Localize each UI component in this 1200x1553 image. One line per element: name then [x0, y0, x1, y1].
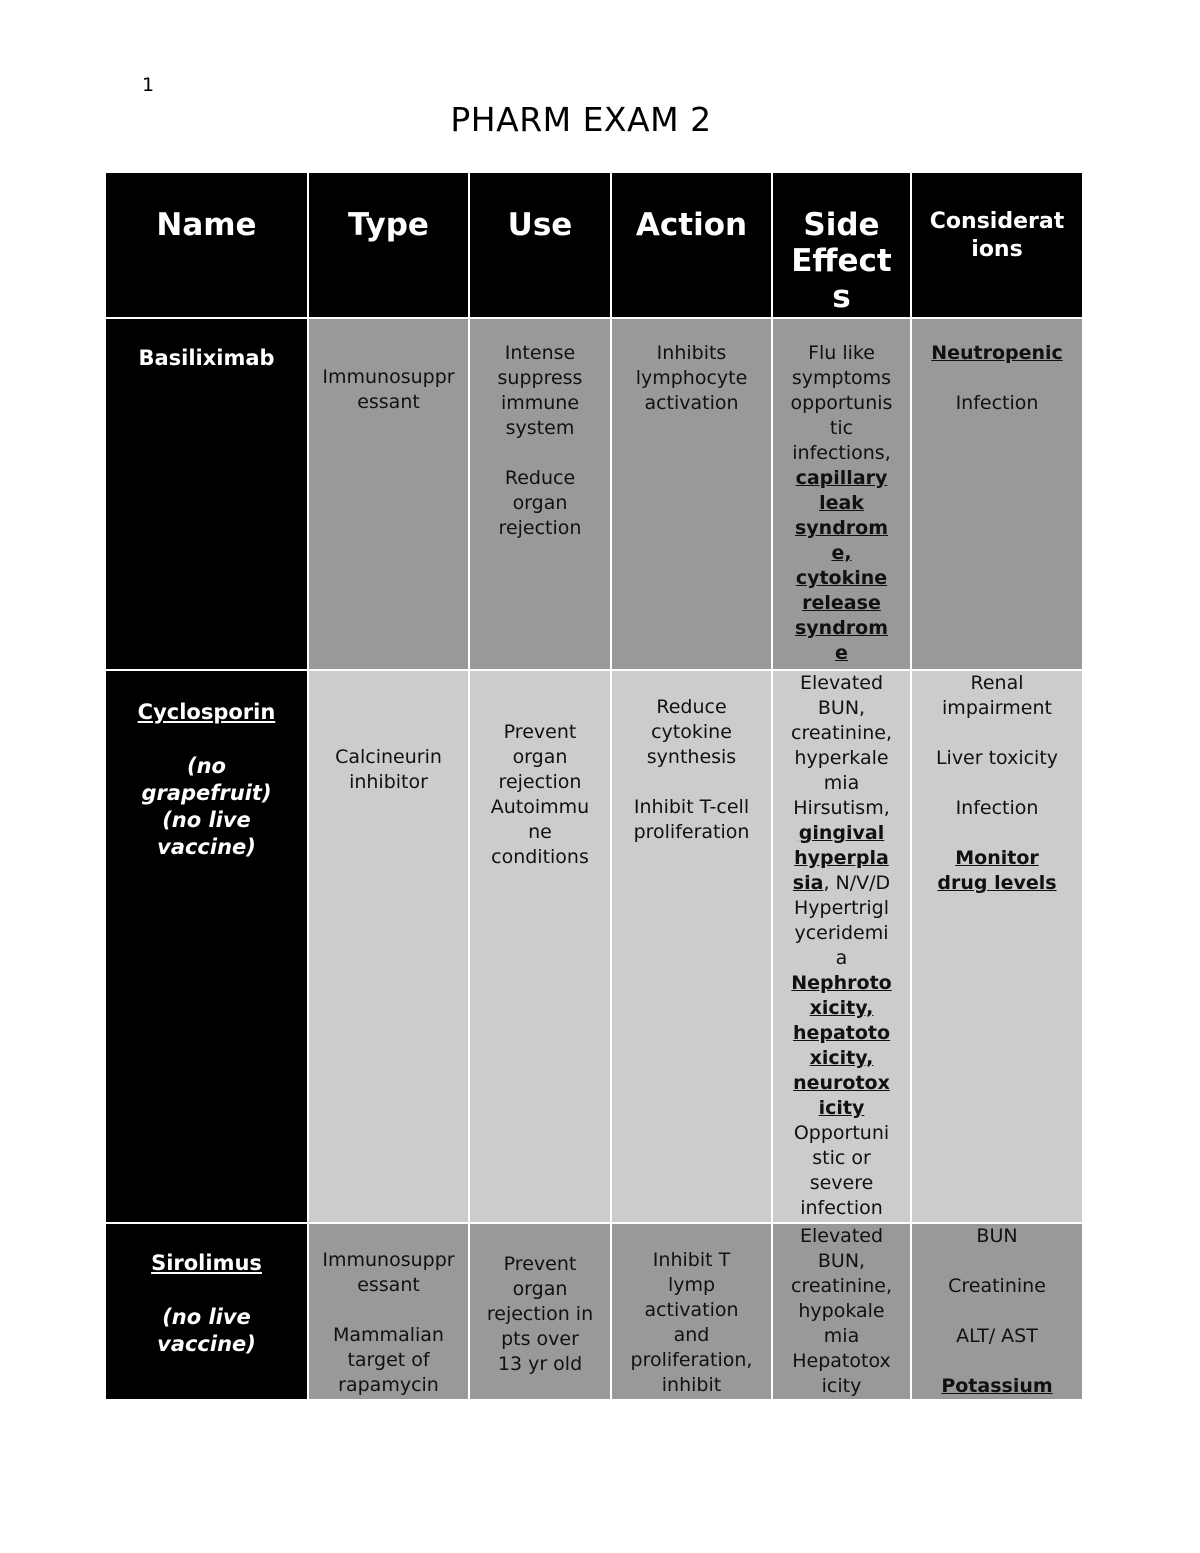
type-cell: Calcineurin inhibitor: [308, 670, 469, 1223]
type-cell: Immunosuppr essant Mammalian target of rapamycin: [308, 1223, 469, 1400]
action-cell: Reduce cytokine synthesis Inhibit T-cell proliferation: [611, 670, 772, 1223]
side-effects-cell: Flu like symptoms opportunis tic infections, capillary leak syndrom e, cytokine release syndrom e: [772, 318, 911, 670]
header-name: Name: [105, 172, 308, 318]
action-cell: Inhibit T lymp activation and proliferation, inhibit: [611, 1223, 772, 1400]
considerations-cell: BUN Creatinine ALT/ AST Potassium: [911, 1223, 1083, 1400]
table-row: [105, 318, 1083, 670]
use-cell: Intense suppress immune system Reduce organ rejection: [469, 318, 611, 670]
page-number: 1: [142, 74, 155, 96]
drug-table: [104, 171, 1084, 1401]
header-side-effects: Side Effect s: [772, 172, 911, 318]
side-effects-cell: Elevated BUN, creatinine, hypokale mia Hepatotox icity: [772, 1223, 911, 1400]
header-use: Use: [469, 172, 611, 318]
header-action: Action: [611, 172, 772, 318]
drug-name: Cyclosporin: [137, 700, 276, 724]
drug-name-cell: [105, 318, 308, 670]
action-cell: Inhibits lymphocyte activation: [611, 318, 772, 670]
drug-name-cell: Sirolimus (no live vaccine): [105, 1223, 308, 1400]
drug-name: Basiliximab: [138, 346, 275, 370]
header-considerations: Considerat ions: [911, 172, 1083, 318]
drug-name-cell: Cyclosporin (no grapefruit) (no live vaccine): [105, 670, 308, 1223]
drug-name: Sirolimus: [151, 1251, 262, 1275]
table-row: [105, 670, 1083, 1223]
use-cell: Prevent organ rejection in pts over 13 yr old: [469, 1223, 611, 1400]
side-effects-cell: Elevated BUN, creatinine, hyperkale mia Hirsutism, gingival hyperpla sia, N/V/D Hypertrigl yceridemi a Nephroto xicity, hepatoto xicity, neurotox icity Opportuni stic or severe infection: [772, 670, 911, 1223]
header-type: Type: [308, 172, 469, 318]
header-row: [105, 172, 1083, 318]
considerations-cell: Renal impairment Liver toxicity Infection Monitor drug levels: [911, 670, 1083, 1223]
use-cell: Prevent organ rejection Autoimmu ne conditions: [469, 670, 611, 1223]
type-cell: Immunosuppr essant: [308, 318, 469, 670]
table-row: [105, 1223, 1083, 1400]
considerations-cell: Neutropenic Infection: [911, 318, 1083, 670]
page-title: PHARM EXAM 2: [450, 100, 712, 139]
